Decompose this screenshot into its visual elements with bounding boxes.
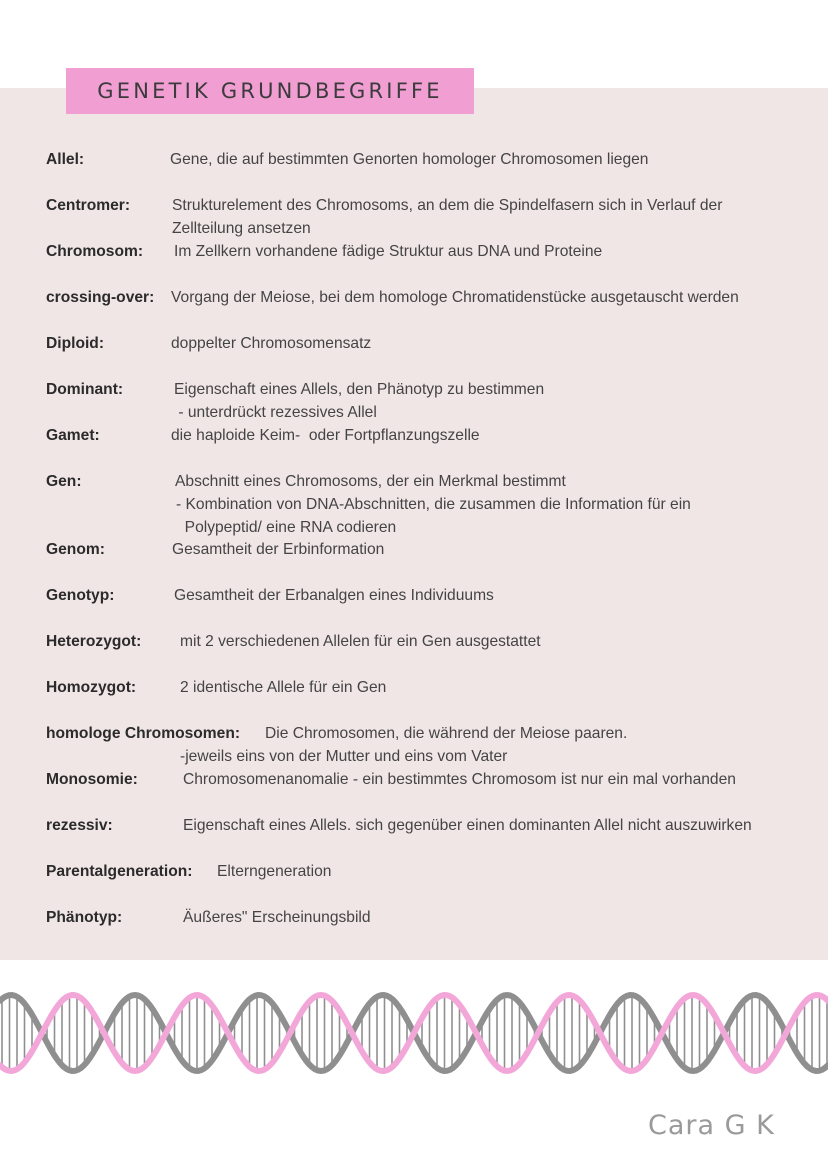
definition: Die Chromosomen, die während der Meiose paaren. (265, 725, 628, 742)
definition: Strukturelement des Chromosoms, an dem die Spindelfasern sich in Verlauf der (172, 197, 723, 214)
definition: Eigenschaft eines Allels, den Phänotyp zu bestimmen (174, 381, 545, 398)
helix-strand-pink (0, 995, 828, 1071)
term: Diploid: (46, 335, 105, 352)
definition-continued: - unterdrückt rezessives Allel (174, 404, 377, 421)
term: Centromer: (46, 197, 131, 214)
term: Chromosom: (46, 243, 144, 260)
definition: mit 2 verschiedenen Allelen für ein Gen ausgestattet (180, 633, 541, 650)
term: homologe Chromosomen: (46, 725, 241, 742)
term: Gamet: (46, 427, 100, 444)
definition: doppelter Chromosomensatz (171, 335, 372, 352)
term: Monosomie: (46, 771, 138, 788)
definition: Chromosomenanomalie - ein bestimmtes Chromosom ist nur ein mal vorhanden (183, 771, 736, 788)
definition: Abschnitt eines Chromosoms, der ein Merkmal bestimmt (175, 473, 566, 490)
term: Genotyp: (46, 587, 115, 604)
definition: Elterngeneration (217, 863, 332, 880)
term: Homozygot: (46, 679, 137, 696)
definition: Gesamtheit der Erbinformation (172, 541, 385, 558)
definition-continued: Zellteilung ansetzen (172, 220, 311, 237)
definition: Eigenschaft eines Allels. sich gegenüber einen dominanten Allel nicht auszuwirken (183, 817, 752, 834)
term: Heterozygot: (46, 633, 142, 650)
definition-continued: Polypeptid/ eine RNA codieren (176, 519, 397, 536)
definition: Gesamtheit der Erbanalgen eines Individuums (174, 587, 494, 604)
title-banner (66, 68, 474, 114)
definition: Äußeres" Erscheinungsbild (183, 909, 371, 926)
term: rezessiv: (46, 817, 113, 834)
definition-continued: - Kombination von DNA-Abschnitten, die zusammen die Information für ein (176, 496, 691, 513)
term: Parentalgeneration: (46, 863, 193, 880)
term: Allel: (46, 151, 85, 168)
definition: die haploide Keim- oder Fortpflanzungszelle (171, 427, 480, 444)
term: crossing-over: (46, 289, 155, 306)
term: Gen: (46, 473, 82, 490)
term: Phänotyp: (46, 909, 123, 926)
page-title: GENETIK GRUNDBEGRIFFE (97, 79, 443, 103)
term: Dominant: (46, 381, 124, 398)
author-signature: Cara G K (648, 1110, 775, 1141)
definition: 2 identische Allele für ein Gen (180, 679, 387, 696)
definition: Vorgang der Meiose, bei dem homologe Chromatidenstücke ausgetauscht werden (171, 289, 739, 306)
definition: Im Zellkern vorhandene fädige Struktur aus DNA und Proteine (174, 243, 603, 260)
term: Genom: (46, 541, 105, 558)
definition: Gene, die auf bestimmten Genorten homologer Chromosomen liegen (170, 151, 649, 168)
definition-continued: -jeweils eins von der Mutter und eins vom Vater (180, 748, 508, 765)
dna-helix-illustration (0, 978, 828, 1088)
